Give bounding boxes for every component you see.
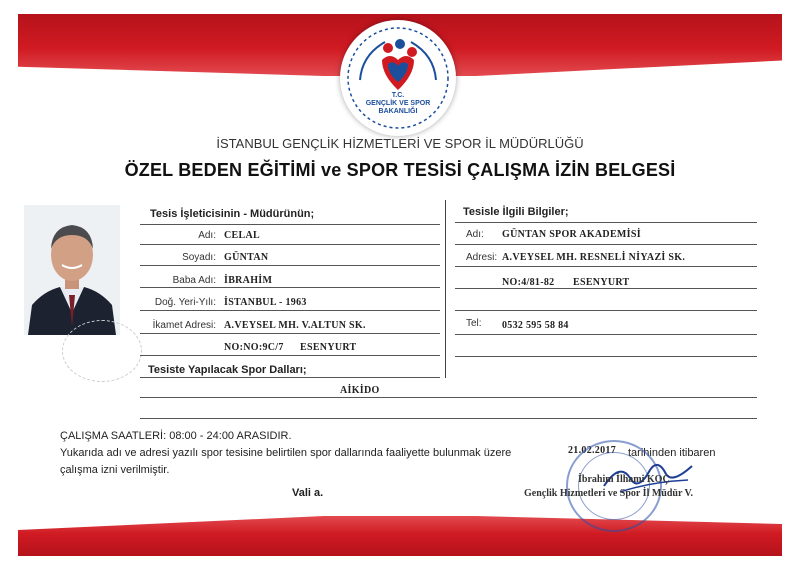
- birth-label: Doğ. Yeri-Yılı:: [154, 297, 216, 308]
- sports-section-title: Tesiste Yapılacak Spor Dalları;: [148, 364, 307, 376]
- father-name-label: Baba Adı:: [172, 275, 216, 286]
- phone-label: Tel:: [466, 318, 482, 329]
- divider: [140, 355, 440, 356]
- operator-father-name: İBRAHİM: [224, 275, 273, 286]
- divider: [455, 222, 757, 223]
- ministry-emblem-icon: [340, 20, 456, 136]
- working-hours: ÇALIŞMA SAATLERİ: 08:00 - 24:00 ARASIDIR.: [60, 430, 292, 442]
- facility-address-line1: A.VEYSEL MH. RESNELİ NİYAZİ SK.: [502, 252, 686, 263]
- facility-phone: 0532 595 58 84: [502, 320, 569, 331]
- operator-birth: İSTANBUL - 1963: [224, 297, 307, 308]
- divider: [455, 356, 757, 357]
- document-title: ÖZEL BEDEN EĞİTİMİ ve SPOR TESİSİ ÇALIŞMA İZİN BELGESİ: [124, 160, 676, 180]
- facility-name: GÜNTAN SPOR AKADEMİSİ: [502, 229, 641, 240]
- facility-section-title: Tesisle İlgili Bilgiler;: [463, 206, 569, 218]
- facility-address-line2: NO:4/81-82: [502, 277, 555, 288]
- logo-tc: T.C.: [391, 92, 405, 99]
- issue-date: 21.02.2017: [568, 445, 616, 456]
- divider: [455, 334, 757, 335]
- divider: [455, 266, 757, 267]
- operator-address-district: ESENYURT: [300, 342, 357, 353]
- portrait-icon: [24, 205, 120, 335]
- divider: [455, 288, 757, 289]
- operator-photo: [24, 205, 120, 335]
- official-title: Gençlik Hizmetleri ve Spor İl Müdür V.: [524, 488, 693, 499]
- facility-address-district: ESENYURT: [573, 277, 630, 288]
- address-label: İkamet Adresi:: [152, 320, 216, 331]
- logo-ministry-line1: GENÇLİK VE SPOR: [365, 100, 431, 107]
- operator-address-line2: NO:NO:9C/7: [224, 342, 284, 353]
- divider: [455, 310, 757, 311]
- official-name: İbrahim İlhami KOÇ: [578, 474, 670, 485]
- statement-part2: tarihinden itibaren: [628, 447, 716, 459]
- statement-part1: Yukarıda adı ve adresi yazılı spor tesisine belirtilen spor dallarında faaliyette bulunmak üzere: [60, 447, 512, 459]
- logo-ministry-line2: BAKANLIĞI: [378, 108, 418, 115]
- operator-name: CELAL: [224, 230, 260, 241]
- governor-signature-label: Vali a.: [292, 487, 324, 499]
- operator-section-title: Tesis İşleticisinin - Müdürünün;: [150, 208, 315, 220]
- divider: [140, 265, 440, 266]
- divider: [140, 244, 440, 245]
- divider: [140, 333, 440, 334]
- divider: [140, 418, 757, 419]
- divider: [140, 287, 440, 288]
- sport-branch: AİKİDO: [340, 385, 380, 396]
- name-label: Adı:: [198, 230, 216, 241]
- bottom-red-band: [18, 516, 782, 556]
- facility-name-label: Adı:: [466, 229, 484, 240]
- divider: [140, 377, 440, 378]
- divider: [455, 244, 757, 245]
- statement-part3: çalışma izni verilmiştir.: [60, 464, 170, 476]
- divider: [140, 310, 440, 311]
- divider: [140, 397, 757, 398]
- ministry-logo: [340, 20, 456, 136]
- facility-address-label: Adresi:: [466, 252, 498, 263]
- divider: [140, 224, 440, 225]
- issuing-authority: İSTANBUL GENÇLİK HİZMETLERİ VE SPOR İL MÜDÜRLÜĞÜ: [216, 136, 584, 151]
- column-divider: [445, 200, 446, 378]
- surname-label: Soyadı:: [182, 252, 216, 263]
- operator-address-line1: A.VEYSEL MH. V.ALTUN SK.: [224, 320, 366, 331]
- operator-surname: GÜNTAN: [224, 252, 269, 263]
